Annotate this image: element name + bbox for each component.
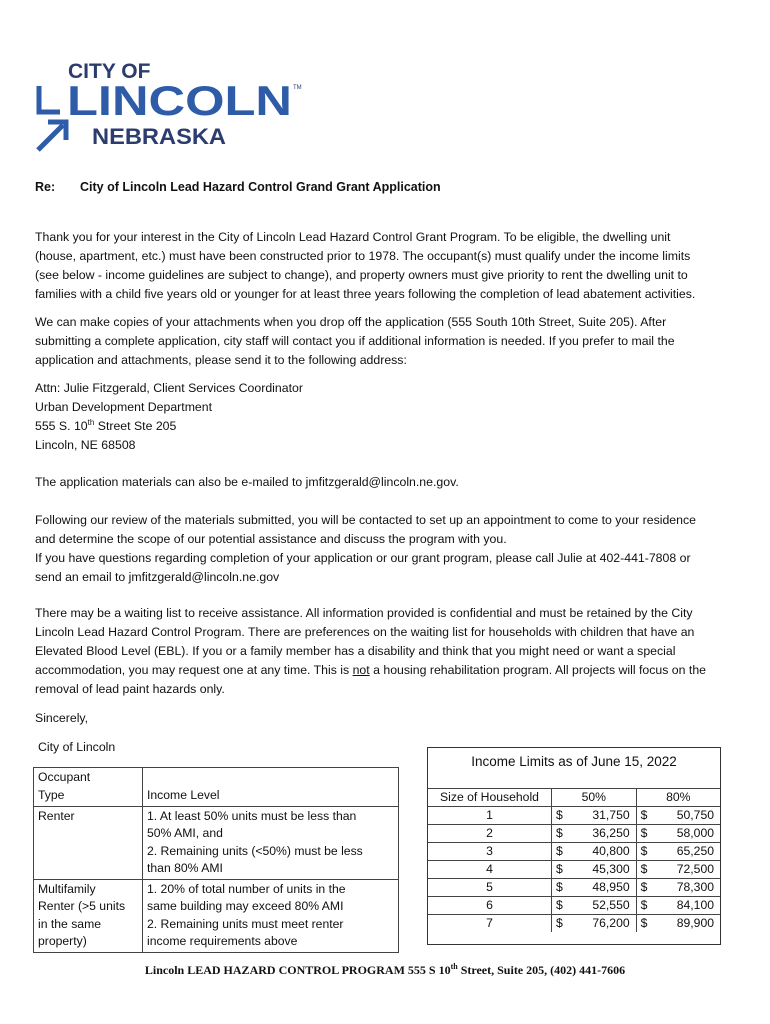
address-dept: Urban Development Department — [35, 400, 213, 414]
cell-income-p80: $ 58,000 — [636, 825, 720, 843]
text-line: Following our review of the materials submitted, you will be contacted to set up an appointment to come to your residence — [35, 513, 696, 527]
logo-city-of: CITY OF — [68, 60, 151, 83]
cell-household-size: 3 — [428, 843, 552, 861]
table-row — [428, 861, 720, 879]
income-limits-table — [428, 788, 720, 932]
logo-graphic — [34, 58, 314, 158]
re-label: Re: — [35, 180, 56, 194]
text-line: Elevated Blood Level (EBL). If you or a family member has a disability and think that you might need or want a special — [35, 644, 676, 658]
header-occupant-type: Occupant Type — [34, 768, 143, 807]
table-row — [428, 897, 720, 915]
cell-income-p80: $ 89,900 — [636, 915, 720, 933]
city-of-lincoln-logo — [34, 58, 314, 158]
text-line: accommodation, you may request one at any time. This is not a housing rehabilitation program. All projects will focus on the — [35, 663, 707, 677]
table-row — [428, 825, 720, 843]
cell-multifamily-type: Multifamily Renter (>5 units in the same property) — [34, 879, 143, 952]
table-header-row — [428, 789, 720, 807]
table-row — [34, 768, 399, 807]
table-row — [34, 879, 399, 952]
email-line: The application materials can also be e-mailed to jmfitzgerald@lincoln.ne.gov. — [35, 475, 459, 489]
cell-household-size: 6 — [428, 897, 552, 915]
up-right-arrow-icon — [38, 86, 66, 150]
text-line: application and attachments, please send it to the following address: — [35, 353, 407, 367]
cell-household-size: 5 — [428, 879, 552, 897]
table-row — [428, 915, 720, 933]
text-line: submitting a complete application, city staff will contact you if additional information is needed. If you prefer to mail the — [35, 334, 675, 348]
text-line: We can make copies of your attachments when you drop off the application (555 South 10th Street, Suite 205). After — [35, 315, 667, 329]
cell-renter-level: 1. At least 50% units must be less than 50% AMI, and 2. Remaining units (<50%) must be less than 80% AMI — [143, 806, 399, 879]
cell-income-p50: $ 76,200 — [552, 915, 637, 933]
subject-text: City of Lincoln Lead Hazard Control Grand Grant Application — [80, 180, 441, 194]
cell-income-p50: $ 36,250 — [552, 825, 637, 843]
paragraph-review — [35, 511, 725, 587]
cell-income-p50: $ 48,950 — [552, 879, 637, 897]
cell-income-p50: $ 52,550 — [552, 897, 637, 915]
text-line: removal of lead paint hazards only. — [35, 682, 225, 696]
table-row — [428, 807, 720, 825]
mailing-address — [35, 379, 303, 455]
income-limits-box — [427, 747, 721, 945]
table-row — [428, 879, 720, 897]
text-line: send an email to jmfitzgerald@lincoln.ne.gov — [35, 570, 280, 584]
income-limits-title: Income Limits as of June 15, 2022 — [471, 754, 677, 769]
text-line: and determine the scope of our potential assistance and discuss the program with you. — [35, 532, 507, 546]
cell-household-size: 7 — [428, 915, 552, 933]
table-row — [428, 843, 720, 861]
cell-income-p80: $ 65,250 — [636, 843, 720, 861]
cell-household-size: 1 — [428, 807, 552, 825]
text-line: families with a child five years old or younger for at least three years following the completion of lead abatement activities. — [35, 287, 696, 301]
cell-income-p50: $ 31,750 — [552, 807, 637, 825]
logo-nebraska: NEBRASKA — [92, 124, 227, 149]
header-income-level: Income Level — [143, 768, 399, 807]
address-city: Lincoln, NE 68508 — [35, 438, 136, 452]
cell-household-size: 2 — [428, 825, 552, 843]
address-street: 555 S. 10th Street Ste 205 — [35, 417, 177, 433]
paragraph-attachments — [35, 313, 725, 370]
text-line: Lincoln Lead Hazard Control Program. There are preferences on the waiting list for households with children that have an — [35, 625, 695, 639]
logo-trademark: TM — [293, 85, 302, 91]
cell-multifamily-level: 1. 20% of total number of units in the same building may exceed 80% AMI 2. Remaining units must meet renter income requirements above — [143, 879, 399, 952]
cell-renter-type: Renter — [34, 806, 143, 879]
logo-lincoln: LINCOLN — [67, 77, 292, 124]
occupant-income-table — [33, 767, 399, 953]
cell-income-p80: $ 84,100 — [636, 897, 720, 915]
header-80-percent: 80% — [636, 789, 720, 807]
cell-income-p80: $ 78,300 — [636, 879, 720, 897]
header-household-size: Size of Household — [428, 789, 552, 807]
header-50-percent: 50% — [552, 789, 637, 807]
paragraph-waiting-list — [35, 604, 725, 699]
cell-income-p80: $ 72,500 — [636, 861, 720, 879]
cell-income-p50: $ 40,800 — [552, 843, 637, 861]
text-line: There may be a waiting list to receive assistance. All information provided is confidential and must be retained by the City — [35, 606, 693, 620]
cell-income-p50: $ 45,300 — [552, 861, 637, 879]
cell-income-p80: $ 50,750 — [636, 807, 720, 825]
text-line: (see below - income guidelines are subject to change), and property owners must give priority to rent the dwelling unit to — [35, 268, 688, 282]
underlined-not: not — [352, 663, 370, 677]
address-attn: Attn: Julie Fitzgerald, Client Services Coordinator — [35, 381, 303, 395]
footer-program-contact: Lincoln LEAD HAZARD CONTROL PROGRAM 555 S 10th Street, Suite 205, (402) 441-7606 — [144, 962, 626, 977]
text-line: Thank you for your interest in the City of Lincoln Lead Hazard Control Grant Program. To be eligible, the dwelling unit — [35, 230, 671, 244]
table-row — [34, 806, 399, 879]
closing: Sincerely, — [35, 711, 89, 725]
text-line: (house, apartment, etc.) must have been constructed prior to 1978. The occupant(s) must qualify under the income limits — [35, 249, 691, 263]
signature: City of Lincoln — [38, 740, 116, 754]
cell-household-size: 4 — [428, 861, 552, 879]
text-line: If you have questions regarding completion of your application or our grant program, please call Julie at 402-441-7808 or — [35, 551, 691, 565]
paragraph-eligibility — [35, 228, 725, 304]
